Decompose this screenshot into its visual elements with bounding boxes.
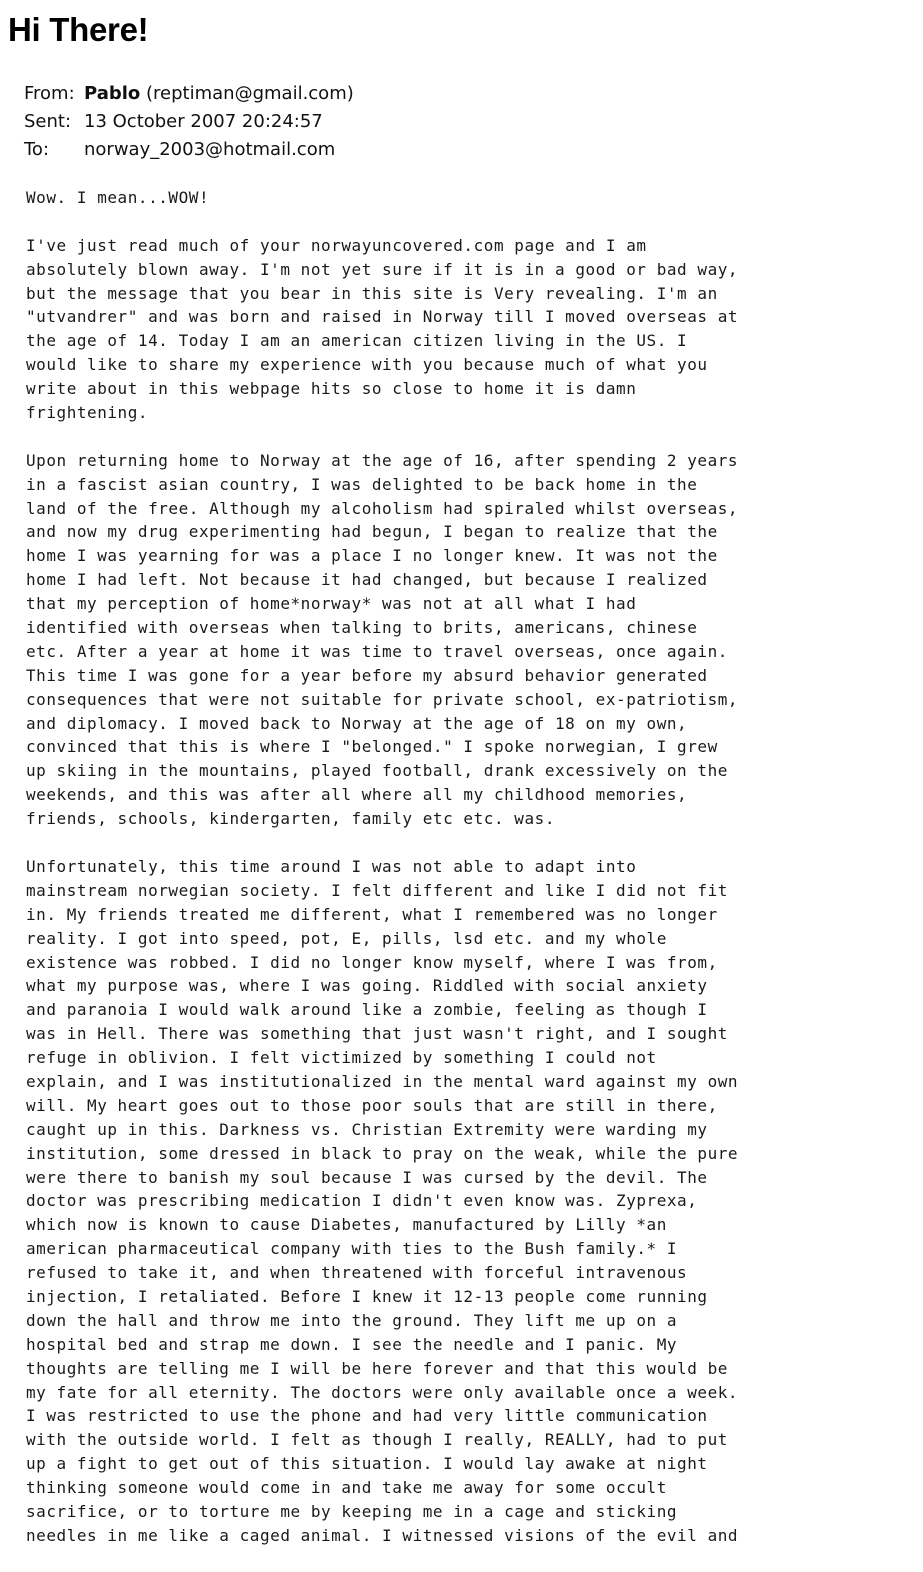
body-text-line: home I was yearning for was a place I no longer knew. It was not the	[26, 546, 718, 566]
body-text-line: refused to take it, and when threatened with forceful intravenous	[26, 1263, 688, 1283]
body-text-line: down the hall and throw me into the ground. They lift me up on a	[26, 1310, 678, 1330]
sent-date: 13 October 2007 20:24:57	[84, 111, 323, 132]
body-text-line: Unfortunately, this time around I was not able to adapt into	[26, 856, 637, 876]
body-text-line: up skiing in the mountains, played football, drank excessively on the	[26, 761, 728, 781]
body-text-line: existence was robbed. I did no longer know myself, where I was from,	[26, 952, 718, 972]
to-row	[24, 136, 354, 164]
body-text-line: will. My heart goes out to those poor souls that are still in there,	[26, 1095, 718, 1115]
from-row	[24, 80, 354, 108]
body-text-line: was in Hell. There was something that just wasn't right, and I sought	[26, 1024, 728, 1044]
body-text-line: doctor was prescribing medication I didn't even know was. Zyprexa,	[26, 1191, 698, 1211]
body-paragraph-1	[26, 186, 916, 210]
body-text-line: consequences that were not suitable for private school, ex-patriotism,	[26, 689, 739, 709]
sent-row	[24, 108, 354, 136]
email-title: Hi There!	[8, 11, 149, 48]
body-text-line: absolutely blown away. I'm not yet sure if it is in a good or bad way,	[26, 259, 739, 279]
body-text-line: mainstream norwegian society. I felt different and like I did not fit	[26, 880, 728, 900]
body-text-line: thoughts are telling me I will be here forever and that this would be	[26, 1358, 728, 1378]
body-paragraph-2	[26, 234, 916, 425]
body-text-line: write about in this webpage hits so close to home it is damn	[26, 379, 637, 399]
body-text-line: injection, I retaliated. Before I knew it 12-13 people come running	[26, 1286, 708, 1306]
body-text-line: in a fascist asian country, I was delighted to be back home in the	[26, 474, 698, 494]
body-text-line: institution, some dressed in black to pray on the weak, while the pure	[26, 1143, 739, 1163]
body-text-line: were there to banish my soul because I was cursed by the devil. The	[26, 1167, 708, 1187]
body-text-line: with the outside world. I felt as though I really, REALLY, had to put	[26, 1430, 728, 1450]
body-text-line: american pharmaceutical company with ties to the Bush family.* I	[26, 1239, 678, 1259]
body-text-line: Upon returning home to Norway at the age of 16, after spending 2 years	[26, 450, 739, 470]
body-paragraph-4	[26, 855, 916, 1548]
body-text-line: caught up in this. Darkness vs. Christian Extremity were warding my	[26, 1119, 708, 1139]
recipient-address: norway_2003@hotmail.com	[84, 139, 336, 160]
body-text-line: weekends, and this was after all where all my childhood memories,	[26, 785, 688, 805]
body-text-line: frightening.	[26, 403, 149, 423]
body-text-line: hospital bed and strap me down. I see the needle and I panic. My	[26, 1334, 678, 1354]
body-text-line: identified with overseas when talking to brits, americans, chinese	[26, 618, 698, 638]
body-text-line: my fate for all eternity. The doctors were only available once a week.	[26, 1382, 739, 1402]
body-text-line: convinced that this is where I "belonged." I spoke norwegian, I grew	[26, 737, 718, 757]
body-text-line: Wow. I mean...WOW!	[26, 188, 210, 207]
body-text-line: reality. I got into speed, pot, E, pills, lsd etc. and my whole	[26, 928, 667, 948]
body-text-line: needles in me like a caged animal. I witnessed visions of the evil and	[26, 1525, 739, 1545]
body-text-line: "utvandrer" and was born and raised in Norway till I moved overseas at	[26, 307, 739, 327]
body-text-line: that my perception of home*norway* was not at all what I had	[26, 594, 637, 614]
body-text-line: what my purpose was, where I was going. Riddled with social anxiety	[26, 976, 708, 996]
body-text-line: refuge in oblivion. I felt victimized by something I could not	[26, 1048, 657, 1068]
body-text-line: up a fight to get out of this situation. I would lay awake at night	[26, 1454, 708, 1474]
body-text-line: friends, schools, kindergarten, family etc etc. was.	[26, 809, 555, 829]
body-text-line: which now is known to cause Diabetes, manufactured by Lilly *an	[26, 1215, 667, 1235]
body-text-line: the age of 14. Today I am an american citizen living in the US. I	[26, 331, 688, 351]
body-text-line: would like to share my experience with you because much of what you	[26, 355, 708, 375]
body-text-line: sacrifice, or to torture me by keeping me in a cage and sticking	[26, 1501, 678, 1521]
sender-address: (reptiman@gmail.com)	[146, 83, 354, 104]
body-text-line: I was restricted to use the phone and had very little communication	[26, 1406, 708, 1426]
email-headers	[24, 80, 354, 164]
body-text-line: but the message that you bear in this site is Very revealing. I'm an	[26, 283, 718, 303]
from-label: From:	[24, 83, 75, 104]
body-text-line: and paranoia I would walk around like a zombie, feeling as though I	[26, 1000, 708, 1020]
body-text-line: in. My friends treated me different, what I remembered was no longer	[26, 904, 718, 924]
body-text-line: land of the free. Although my alcoholism had spiraled whilst overseas,	[26, 498, 739, 518]
to-label: To:	[24, 139, 50, 160]
body-text-line: explain, and I was institutionalized in the mental ward against my own	[26, 1071, 739, 1091]
email-body	[26, 186, 916, 1572]
body-text-line: I've just read much of your norwayuncovered.com page and I am	[26, 235, 647, 255]
body-text-line: This time I was gone for a year before my absurd behavior generated	[26, 665, 708, 685]
sent-label: Sent:	[24, 111, 72, 132]
sender-name: Pablo	[84, 83, 141, 104]
body-text-line: and diplomacy. I moved back to Norway at the age of 18 on my own,	[26, 713, 688, 733]
body-text-line: home I had left. Not because it had changed, but because I realized	[26, 570, 708, 590]
body-text-line: etc. After a year at home it was time to travel overseas, once again.	[26, 641, 728, 661]
body-paragraph-3	[26, 449, 916, 831]
body-text-line: thinking someone would come in and take me away for some occult	[26, 1478, 667, 1498]
body-text-line: and now my drug experimenting had begun, I began to realize that the	[26, 522, 718, 542]
